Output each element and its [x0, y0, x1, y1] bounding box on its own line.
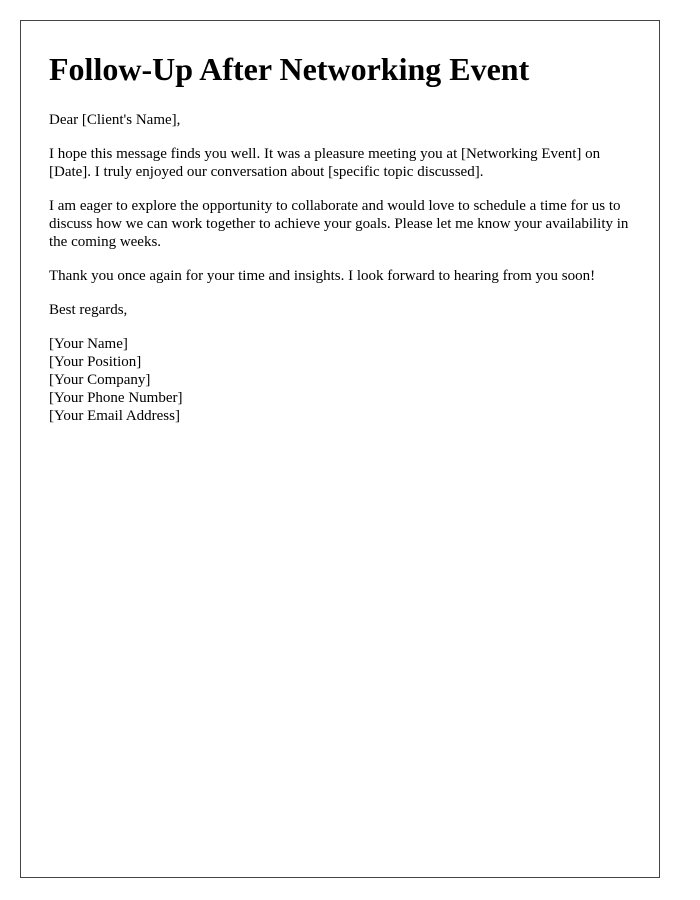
letter-page	[20, 20, 660, 878]
letter-title: Follow-Up After Networking Event	[49, 51, 530, 87]
letter-paragraph-1: I hope this message finds you well. It was a pleasure meeting you at [Networking Event] on [Date]. I truly enjoyed our conversation about [specific topic discussed].	[49, 146, 601, 180]
signature-block	[49, 335, 631, 425]
letter-paragraph-2: I am eager to explore the opportunity to collaborate and would love to schedule a time for us to discuss how we can work together to achieve your goals. Please let me know your availability in the coming weeks.	[49, 198, 629, 250]
letter-paragraph-3: Thank you once again for your time and insights. I look forward to hearing from you soon!	[49, 268, 596, 284]
signature-name: [Your Name]	[49, 336, 128, 352]
signature-phone: [Your Phone Number]	[49, 390, 183, 406]
signature-position: [Your Position]	[49, 354, 142, 370]
letter-closing: Best regards,	[49, 302, 128, 318]
signature-company: [Your Company]	[49, 372, 151, 388]
signature-email: [Your Email Address]	[49, 408, 180, 424]
letter-greeting: Dear [Client's Name],	[49, 112, 181, 128]
